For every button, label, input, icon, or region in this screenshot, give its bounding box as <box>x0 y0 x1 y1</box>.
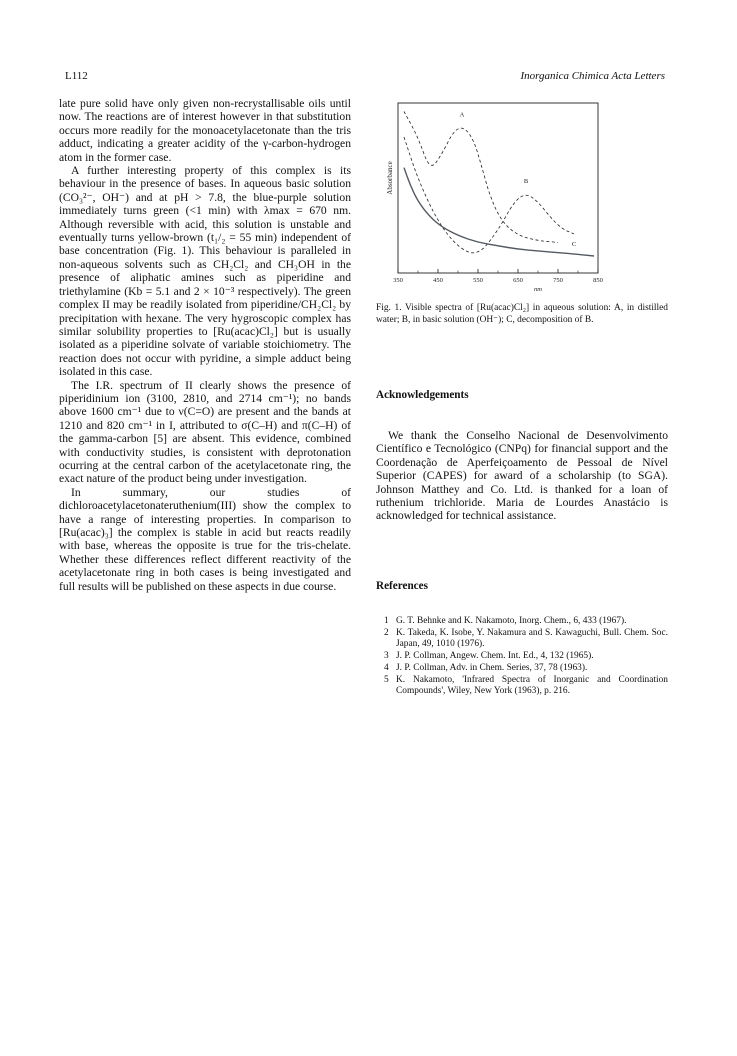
reference-number: 3 <box>384 651 389 662</box>
reference-text: K. Nakamoto, 'Infrared Spectra of Inorganic and Coordination Compounds', Wiley, New York (1963), p. 216. <box>396 675 668 697</box>
series-line-A <box>404 112 558 243</box>
x-tick-label: 850 <box>593 277 603 284</box>
figure-caption: Fig. 1. Visible spectra of [Ru(acac)Cl₂] in aqueous solution: A, in distilled water; B, in basic solution (OH⁻); C, decomposition of B. <box>376 303 668 325</box>
reference-item <box>376 616 668 627</box>
reference-number: 1 <box>384 616 389 626</box>
x-tick-label: 450 <box>433 277 443 284</box>
x-tick-label: 650 <box>513 277 523 284</box>
paragraph-3: The I.R. spectrum of II clearly shows the presence of piperidinium ion (3100, 2810, and 2714 cm⁻¹); no bands above 1600 cm⁻¹ due to ν(C=O) are present and the bands at 1210 and 820 cm⁻¹ in I, attributed to σ(C–H) and π(C–H) of the gamma-carbon [5] are absent. This evidence, combined with conductivity studies, is consistent with deprotonation ocurring at the central carbon of the acetylacetonate ring, the exact nature of the product being under investigation. <box>59 378 351 486</box>
x-tick-label: 350 <box>393 277 403 284</box>
acknowledgements-heading: Acknowledgements <box>376 389 469 401</box>
paragraph-1: late pure solid have only given non-recrystallisable oils until now. The reactions are of interest however in that substitution occurs more readily for the monoacetylacetonate than the tris adduct, indicating a greater acidity of the γ-carbon-hydrogen atom in the former case. <box>59 97 351 164</box>
series-line-C <box>404 168 594 256</box>
paragraph-4: In summary, our studies of dichloroacetylacetonateruthenium(III) show the complex to have a range of interesting properties. In comparison to [Ru(acac)₃] the complex is stable in acid but reacts readily with base, whereas the opposite is true for the tris-chelate. Whether these differences reflect different reactivity of the acetylacetonate ring in both cases is being investigated and full results will be published on these aspects in due course. <box>59 485 351 593</box>
series-label: B <box>523 177 529 185</box>
reference-item <box>376 628 668 651</box>
x-axis-label: nm <box>534 286 542 293</box>
plot-frame <box>398 103 598 273</box>
left-column <box>59 97 351 593</box>
reference-number: 5 <box>384 675 389 686</box>
series-label: A <box>459 111 465 119</box>
journal-title: Inorganica Chimica Acta Letters <box>520 70 665 82</box>
reference-number: 4 <box>384 663 389 674</box>
series-line-B <box>404 137 577 253</box>
references-list <box>376 616 668 698</box>
page-number: L112 <box>65 70 88 82</box>
spectra-chart <box>376 97 668 297</box>
reference-text: J. P. Collman, Angew. Chem. Int. Ed., 4, 132 (1965). <box>396 651 594 662</box>
figure-1 <box>376 97 668 297</box>
x-tick-label: 750 <box>553 277 563 284</box>
reference-text: J. P. Collman, Adv. in Chem. Series, 37, 78 (1963). <box>396 663 588 674</box>
references-heading: References <box>376 580 428 592</box>
reference-text: G. T. Behnke and K. Nakamoto, Inorg. Chem., 6, 433 (1967). <box>396 616 627 626</box>
paragraph-2: A further interesting property of this complex is its behaviour in the presence of bases. In aqueous basic solution (CO₃²⁻, OH⁻) and at pH > 7.8, the blue-purple solution immediately turns green (<1 min) with λmax = 670 nm. Although reversible with acid, this solution is unstable and eventually turns yellow-brown (t₁/₂ = 55 min) independent of base concentration (Fig. 1). This behaviour is paralleled in non-aqueous solvents such as CH₂Cl₂ and CH₃OH in the presence of aliphatic amines such as piperidine and triethylamine (Kb = 5.1 and 2 × 10⁻³ respectively). The green complex II may be readily isolated from piperidine/CH₂Cl₂ by precipitation with hexane. The very hygroscopic complex has similar solubility properties to [Ru(acac)Cl₂] but is usually isolated as a piperidine solvate of variable stoichiometry. The reaction does not occur with pyridine, a simple adduct being isolated in this case. <box>59 164 351 379</box>
x-tick-label: 550 <box>473 277 483 284</box>
reference-number: 2 <box>384 627 389 638</box>
reference-text: K. Takeda, K. Isobe, Y. Nakamura and S. Kawaguchi, Bull. Chem. Soc. Japan, 49, 1010 (1976). <box>396 627 668 650</box>
y-axis-label: Absorbance <box>386 161 394 195</box>
acknowledgements-text: We thank the Conselho Nacional de Desenvolvimento Científico e Tecnológico (CNPq) for financial support and the Coordenação de Aperfeiçoamento de Pessoal de Nível Superior (CAPES) for award of a scholarship (to SGA). Johnson Matthey and Co. Ltd. is thanked for a loan of ruthenium trichloride. Maria de Lourdes Anastácio is acknowledged for technical assistance. <box>376 429 668 523</box>
reference-item <box>376 651 668 662</box>
reference-item <box>376 663 668 674</box>
series-label: C <box>571 240 577 248</box>
reference-item <box>376 675 668 698</box>
